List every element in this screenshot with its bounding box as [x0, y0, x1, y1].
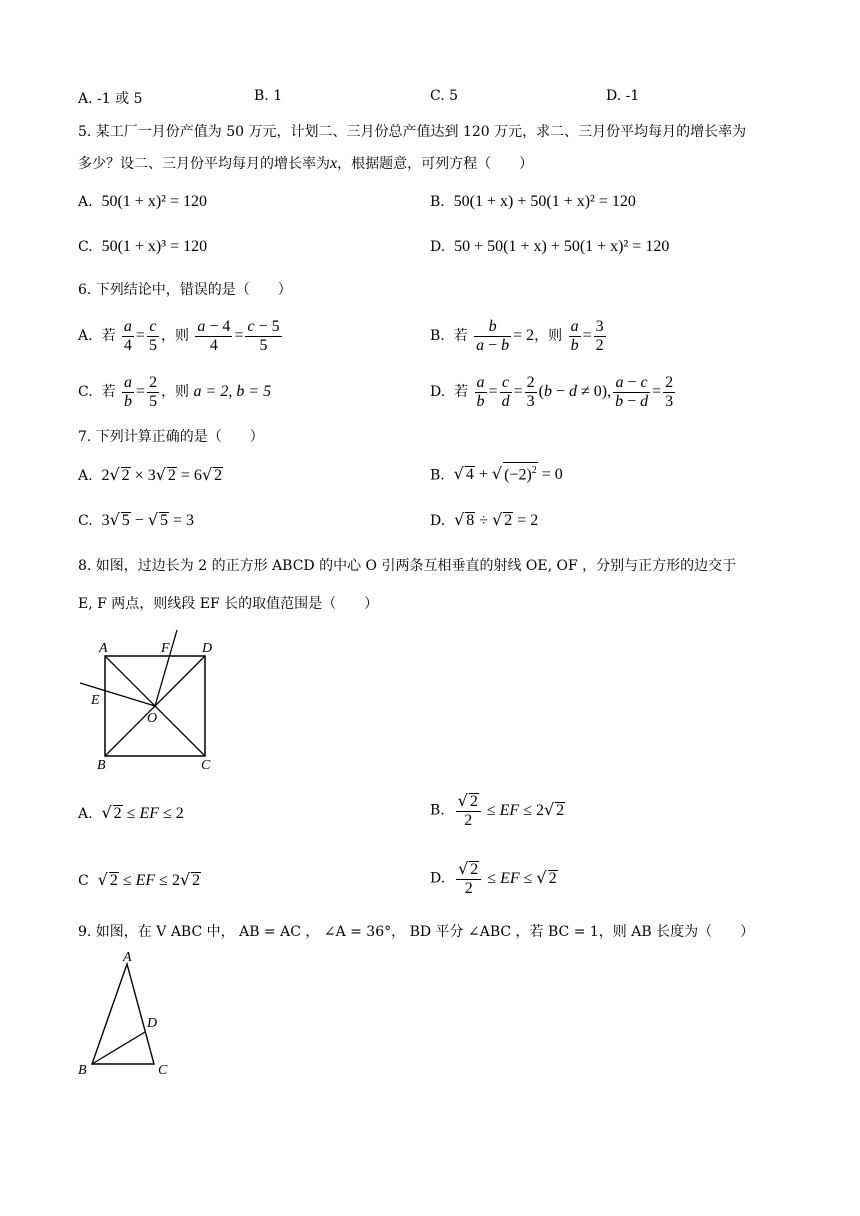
q5-stem-line1: 5. 某工厂一月份产值为 50 万元，计划二、三月份总产值达到 120 万元，求二、三月份平均每月的增长率为	[78, 124, 747, 140]
q8-option-c: C √ 2 ≤ EF ≤ 2√ 2	[78, 870, 201, 889]
q8-square-figure	[75, 628, 245, 778]
q7-option-b: B. √ 4 + √ $(-2)^2 = 0$	[430, 462, 563, 484]
q4-option-a: A. -1 或 5	[78, 91, 143, 107]
q8-stem-line1: 8. 如图，过边长为 2 的正方形 ABCD 的中心 O 引两条互相垂直的射线 OE, OF ，分别与正方形的边交于	[78, 558, 737, 574]
q6-option-b: B. 若 $\frac{b}{a - b}$ = 2，则 $\frac{a}{b}$ = $\frac{3}{2}$	[430, 318, 604, 354]
q4-option-b: B. 1	[254, 88, 283, 104]
label-a: A	[99, 641, 108, 656]
q6-stem: 6. 下列结论中，错误的是（ ）	[78, 282, 292, 298]
q6-option-c: C. 若 $\frac{a}{b}$ = $\frac{2}{5}$ ，则 a = 2, b = 5	[78, 374, 272, 410]
q5-option-d: D. 50 + 50(1 + x) + 50(1 + x)² = 120	[430, 238, 670, 255]
q6-option-d: D. 若 $\frac{a}{b}$ = $\frac{c}{d}$ = $\frac{2}{3}$ (b − d ≠ 0), $\frac{a - c}{b - d}$ = $\frac{2}{3}$	[430, 374, 674, 410]
q4-option-d: D. -1	[606, 88, 640, 104]
q8-option-a: A. √ 2 ≤ EF ≤ 2	[78, 803, 184, 822]
label-c: C	[201, 758, 211, 773]
q5-stem-line2: 多少？设二、三月份平均每月的增长率为x，根据题意，可列方程（ ）	[78, 155, 534, 172]
q4-option-c: C. 5	[430, 88, 459, 104]
label-b: B	[97, 758, 106, 773]
q7-option-c: C. 3√ 5 − √ 5 = 3	[78, 510, 195, 529]
q7-stem: 7. 下列计算正确的是（ ）	[78, 429, 264, 445]
label-c: C	[158, 1063, 168, 1078]
q6-option-a: A. 若 $\frac{a}{4}$ = $\frac{c}{5}$ ，则 $\frac{a - 4}{4}$ = $\frac{c - 5}{5}$	[78, 318, 280, 354]
q7-option-d: D. √ 8 ÷ √ 2 = 2	[430, 510, 539, 529]
label-a: A	[123, 950, 132, 965]
q5-option-a: A. 50(1 + x)² = 120	[78, 193, 207, 210]
q5-option-c: C. 50(1 + x)³ = 120	[78, 238, 208, 255]
label-e: E	[91, 693, 100, 708]
q5-option-b: B. 50(1 + x) + 50(1 + x)² = 120	[430, 193, 636, 210]
q9-triangle-figure	[72, 948, 192, 1080]
segment-bd	[92, 1032, 145, 1064]
q8-option-b: B. $\frac{√ 2}{2}$ ≤ EF ≤ 2√ 2	[430, 791, 565, 829]
label-d: D	[202, 641, 213, 656]
label-f: F	[161, 641, 170, 656]
triangle-abc	[92, 964, 154, 1064]
q7-option-a: A. 2√ 2 × 3√ 2 = 6√ 2	[78, 465, 223, 484]
q9-stem: 9. 如图，在 V ABC 中， AB = AC ， ∠A = 36°， BD 平分 ∠ABC ，若 BC = 1，则 AB 长度为（ ）	[78, 924, 755, 940]
label-o: O	[147, 711, 158, 726]
q8-stem-line2: E, F 两点，则线段 EF 长的取值范围是（ ）	[78, 596, 379, 612]
label-d: D	[147, 1016, 158, 1031]
q8-option-d: D. $\frac{√ 2}{2}$ ≤ EF ≤ √ 2	[430, 859, 557, 897]
label-b: B	[78, 1063, 87, 1078]
